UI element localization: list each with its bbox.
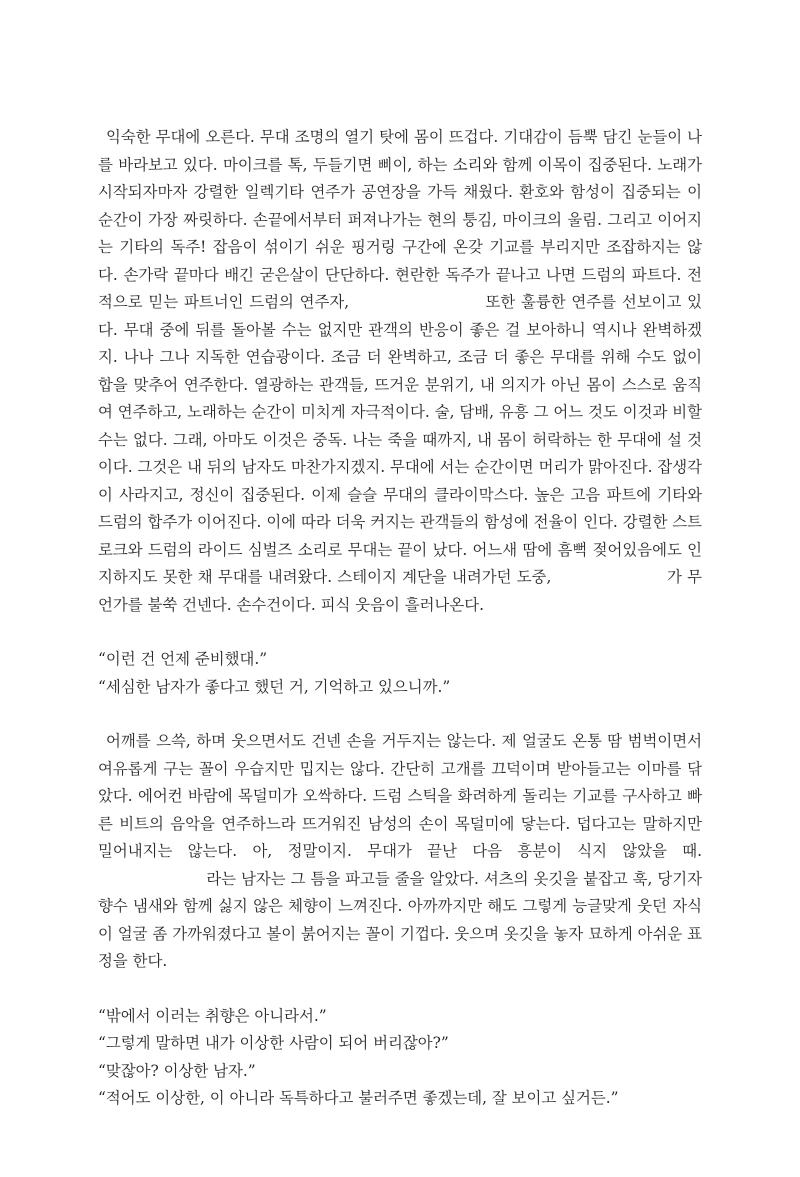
dialogue-line: “세심한 남자가 좋다고 했던 거, 기억하고 있으니까.”	[98, 677, 451, 696]
narration-paragraph-1: 익숙한 무대에 오른다. 무대 조명의 열기 탓에 몸이 뜨겁다. 기대감이 듬뿍 담긴 눈들이 나를 바라보고 있다. 마이크를 톡, 두들기면 삐이, 하는 소리와 함께 이목이 집중된다. 노래가 시작되자마자 강렬한 일렉기타 연주가 공연장을 가득 채웠다. 환호와 함성이 집중되는 이 순간이 가장 짜릿하다. 손끝에서부터 퍼져나가는 현의 퉁김, 마이크의 울림. 그리고 이어지는 기타의 독주! 잡음이 섞이기 쉬운 핑거링 구간에 온갖 기교를 부리지만 조잡하지는 않다. 손가락 끝마다 배긴 굳은살이 단단하다. 현란한 독주가 끝나고 나면 드럼의 파트다. 전적으로 믿는 파트너인 드럼의 연주자, 또한 훌륭한 연주를 선보이고 있다. 무대 중에 뒤를 돌아볼 수는 없지만 관객의 반응이 좋은 걸 보아하니 역시나 완벽하겠지. 나나 그나 지독한 연습광이다. 조금 더 완벽하고, 조금 더 좋은 무대를 위해 수도 없이 합을 맞추어 연주한다. 열광하는 관객들, 뜨거운 분위기, 내 의지가 아닌 몸이 스스로 움직여 연주하고, 노래하는 순간이 미치게 자극적이다. 술, 담배, 유흥 그 어느 것도 이것과 비할 수는 없다. 그래, 아마도 이것은 중독. 나는 죽을 때까지, 내 몸이 허락하는 한 무대에 설 것이다. 그것은 내 뒤의 남자도 마찬가지겠지. 무대에 서는 순간이면 머리가 맑아진다. 잡생각이 사라지고, 정신이 집중된다. 이제 슬슬 무대의 클라이막스다. 높은 고음 파트에 기타와 드럼의 합주가 이어진다. 이에 따라 더욱 커지는 관객들의 함성에 전율이 인다. 강렬한 스트로크와 드럼의 라이드 심벌즈 소리로 무대는 끝이 났다. 어느새 땀에 흠뻑 젖어있음에도 인지하지도 못한 채 무대를 내려왔다. 스테이지 계단을 내려가던 도중, 가 무언가를 불쑥 건넨다. 손수건이다. 피식 웃음이 흘러나온다.	[98, 128, 702, 614]
dialogue-line: “이런 건 언제 준비했대.”	[98, 650, 268, 668]
paragraph-gap	[98, 976, 702, 1003]
paragraph-gap	[98, 701, 702, 728]
dialogue-line: “그렇게 말하면 내가 이상한 사람이 되어 버리잖아?”	[98, 1034, 449, 1052]
dialogue-line: “적어도 이상한, 이 아니라 독특하다고 불러주면 좋겠는데, 잘 보이고 싶거든.”	[98, 1089, 619, 1107]
dialogue-line: “맞잖아? 이상한 남자.”	[98, 1061, 256, 1080]
narration-paragraph-2: 어깨를 으쓱, 하며 웃으면서도 건넨 손을 거두지는 않는다. 제 얼굴도 온통 땀 범벅이면서 여유롭게 구는 꼴이 우습지만 밉지는 않다. 간단히 고개를 끄덕이며 받아들고는 이마를 닦았다. 에어컨 바람에 목덜미가 오싹하다. 드럼 스틱을 화려하게 돌리는 기교를 구사하고 빠른 비트의 음악을 연주하느라 뜨거워진 남성의 손이 목덜미에 닿는다. 덥다고는 말하지만 밀어내지는 않는다. 아, 정말이지. 무대가 끝난 다음 흥분이 식지 않았을 때. 라는 남자는 그 틈을 파고들 줄을 알았다. 셔츠의 옷깃을 붙잡고 훅, 당기자 향수 냄새와 함께 싫지 않은 체향이 느껴진다. 아까까지만 해도 그렇게 능글맞게 웃던 자식이 얼굴 좀 가까워졌다고 볼이 붉어지는 꼴이 기껍다. 웃으며 옷깃을 놓자 묘하게 아쉬운 표정을 한다.	[98, 732, 702, 970]
dialogue-line: “밖에서 이러는 취향은 아니라서.”	[98, 1006, 327, 1025]
paragraph-gap	[98, 619, 702, 646]
